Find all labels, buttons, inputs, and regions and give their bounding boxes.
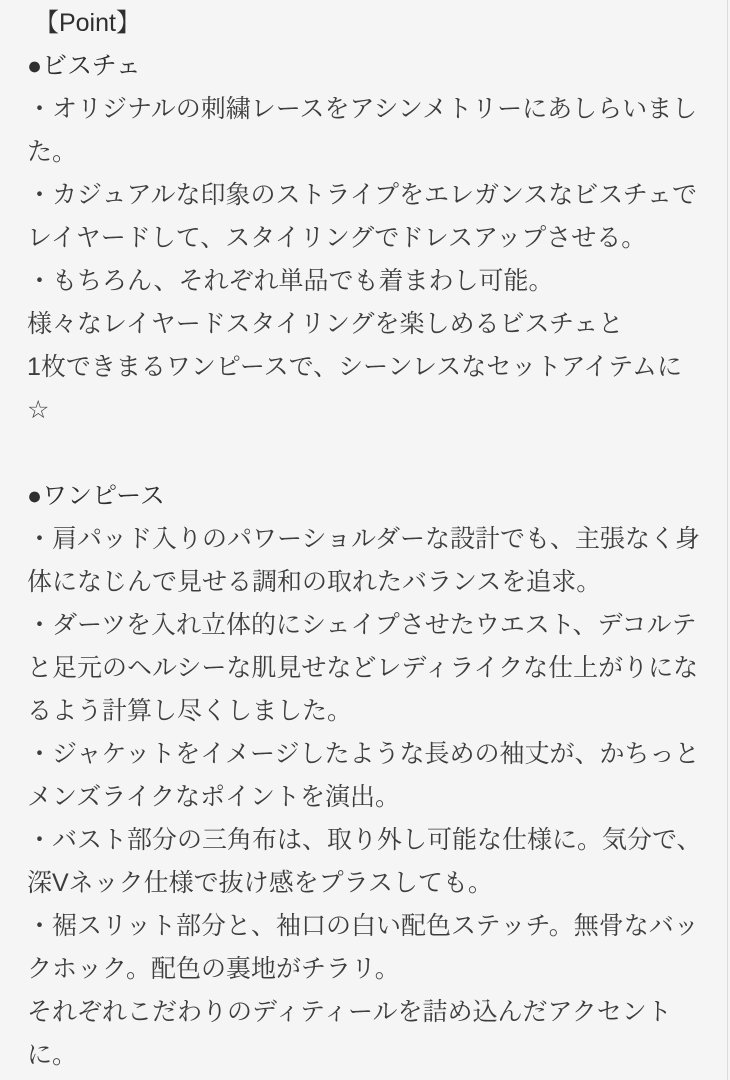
text-line: ・ジャケットをイメージしたような長めの袖丈が、かちっと (27, 740, 700, 768)
text-content (27, 2, 704, 1077)
blank-line (27, 432, 704, 475)
text-line: それぞれこだわりのディティールを詰め込んだアクセント (27, 998, 672, 1026)
text-line: ☆ (27, 396, 50, 424)
title-line: 【Point】 (27, 9, 141, 37)
section-heading: ●ビスチェ (27, 52, 141, 80)
text-line: レイヤードして、スタイリングでドレスアップさせる。 (27, 224, 647, 252)
text-line: 様々なレイヤードスタイリングを楽しめるビスチェと (27, 310, 624, 338)
section-heading: ●ワンピース (27, 482, 165, 510)
text-line: ・肩パッド入りのパワーショルダーな設計でも、主張なく身 (27, 525, 701, 553)
text-line: ・裾スリット部分と、袖口の白い配色ステッチ。無骨なバッ (27, 912, 699, 940)
text-line: ・カジュアルな印象のストライプをエレガンスなビスチェで (27, 181, 698, 209)
text-line: メンズライクなポイントを演出。 (27, 783, 401, 811)
text-line: るよう計算し尽くしました。 (27, 697, 353, 725)
text-line: 深Vネック仕様で抜け感をプラスしても。 (27, 869, 493, 897)
text-line: 体になじんで見せる調和の取れたバランスを追求。 (27, 568, 602, 596)
text-line: に。 (27, 1041, 78, 1069)
text-line: た。 (27, 138, 78, 166)
text-line: ・もちろん、それぞれ単品でも着まわし可能。 (27, 267, 554, 295)
text-line: と足元のヘルシーな肌見せなどレディライクな仕上がりにな (27, 654, 699, 682)
text-line: ・バスト部分の三角布は、取り外し可能な仕様に。気分で、 (27, 826, 702, 854)
text-line: 1枚できまるワンピースで、シーンレスなセットアイテムに (27, 353, 683, 381)
text-line: ・ダーツを入れ立体的にシェイプさせたウエスト、デコルテ (27, 611, 697, 639)
right-edge-line (727, 0, 728, 1080)
text-line: クホック。配色の裏地がチラリ。 (27, 955, 400, 983)
text-line: ・オリジナルの刺繍レースをアシンメトリーにあしらいまし (27, 95, 698, 123)
